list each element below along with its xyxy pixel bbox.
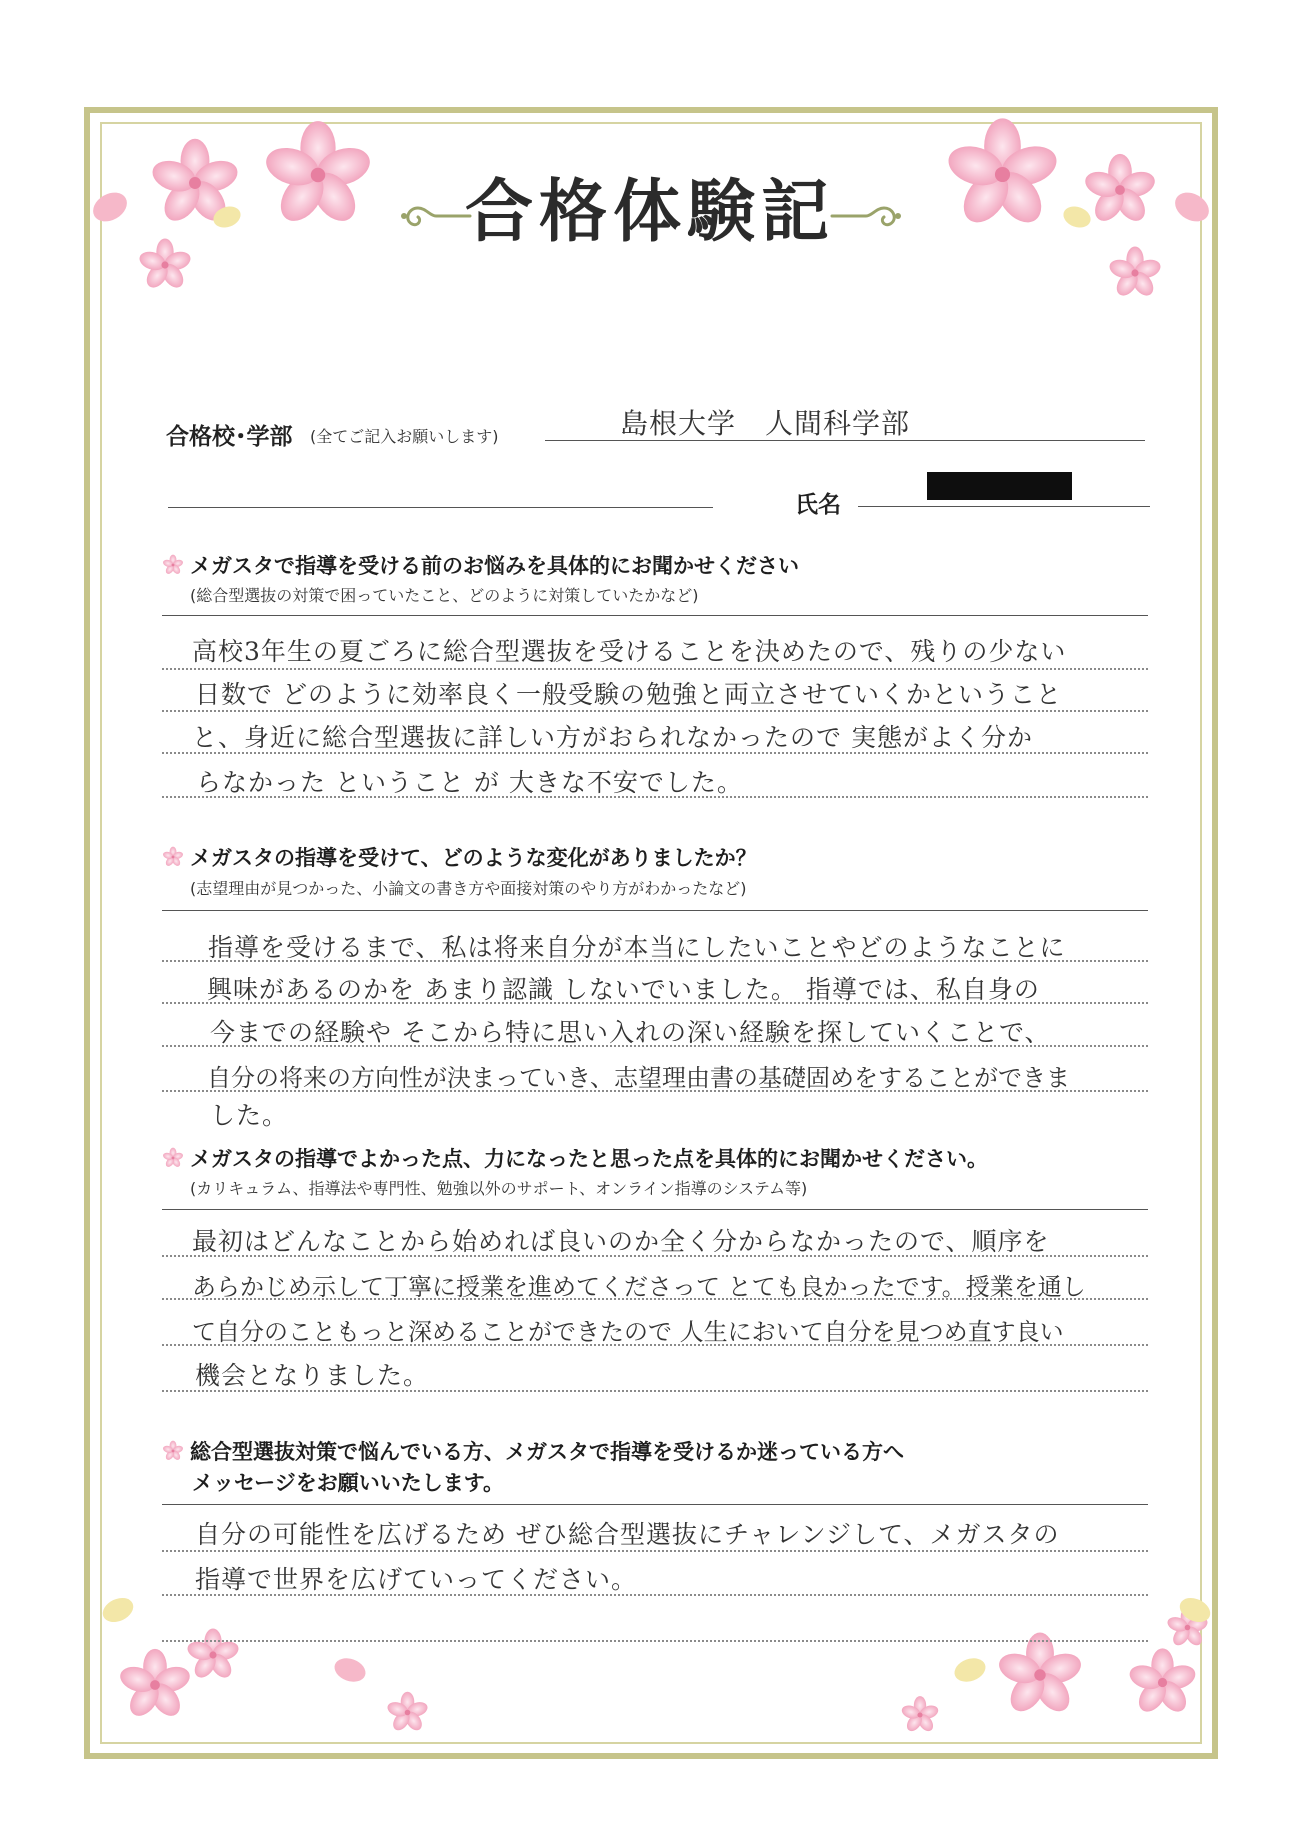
cherry-blossom-icon (895, 1690, 945, 1740)
petal-icon (330, 1650, 370, 1690)
section-1-subheading: (総合型選抜の対策で困っていたこと、どのように対策していたかなど) (190, 586, 699, 605)
section-3-rule (162, 1209, 1148, 1210)
section-4-line: 指導で世界を広げていってください。 (195, 1565, 638, 1594)
section-1-line: と、身近に総合型選抜に詳しい方がおられなかったので 実態がよく分か (192, 723, 1033, 752)
section-2-rule (162, 910, 1148, 911)
section-2-heading-text: メガスタの指導を受けて、どのような変化がありましたか？ (190, 846, 757, 870)
section-4-rule (162, 1504, 1148, 1505)
section-3-subheading: (カリキュラム、指導法や専門性、勉強以外のサポート、オンライン指導のシステム等) (190, 1179, 808, 1198)
dotted-rule (162, 1002, 1148, 1004)
section-3-heading (162, 1143, 988, 1173)
dotted-rule (162, 1344, 1148, 1346)
section-1-heading-text: メガスタで指導を受ける前のお悩みを具体的にお聞かせください (190, 554, 799, 578)
section-1-heading (162, 550, 799, 580)
page-title: 合格体験記 (464, 172, 835, 252)
section-4-line: 自分の可能性を広げるため ぜひ総合型選抜にチャレンジして、メガスタの (195, 1520, 1060, 1549)
section-3-heading-text: メガスタの指導でよかった点、力になったと思った点を具体的にお聞かせください。 (190, 1147, 988, 1171)
petal-icon (950, 1650, 990, 1690)
section-3-line: 機会となりました。 (195, 1361, 430, 1390)
name-label: 氏名 (795, 492, 841, 518)
name-redaction (927, 472, 1072, 500)
cherry-blossom-icon (178, 1620, 248, 1690)
dotted-rule (162, 1090, 1148, 1092)
dotted-rule (162, 1255, 1148, 1257)
section-4-heading (162, 1436, 904, 1466)
section-2-line: 今までの経験や そこから特に思い入れの深い経験を探していくことで、 (210, 1018, 1051, 1047)
section-2-line: 興味があるのかを あまり認識 しないでいました。 指導では、私自身の (207, 975, 1040, 1004)
school-underline (545, 440, 1145, 441)
section-2-line: した。 (210, 1101, 289, 1130)
dotted-rule (162, 1045, 1148, 1047)
cherry-blossom-icon (162, 554, 184, 576)
dotted-rule (162, 1298, 1148, 1300)
cherry-blossom-icon (162, 846, 184, 868)
flourish-left-icon (392, 198, 472, 234)
dotted-rule (162, 1640, 1148, 1642)
dotted-rule (162, 710, 1148, 712)
school-note: (全てご記入お願いします) (310, 427, 499, 446)
section-3-line: 最初はどんなことから始めれば良いのか全く分からなかったので、順序を (192, 1227, 1050, 1256)
flourish-right-icon (830, 198, 910, 234)
name-underline (858, 506, 1150, 507)
petal-icon (1175, 1590, 1215, 1630)
section-2-heading (162, 842, 757, 872)
section-2-line: 自分の将来の方向性が決まっていき、志望理由書の基礎固めをすることができま (207, 1064, 1071, 1092)
school-value: 島根大学 人間科学部 (620, 407, 911, 440)
petal-icon (98, 1590, 138, 1630)
section-4-heading-line2: メッセージをお願いいたします。 (192, 1471, 505, 1495)
section-3-line: あらかじめ示して丁寧に授業を進めてくださって とても良かったです。授業を通し (192, 1273, 1086, 1301)
section-1-line: らなかった ということ が 大きな不安でした。 (196, 768, 743, 797)
section-1-line: 高校3年生の夏ごろに総合型選抜を受けることを決めたので、残りの少ない (192, 637, 1067, 666)
section-2-subheading: (志望理由が見つかった、小論文の書き方や面接対策のやり方がわかったなど) (190, 879, 747, 898)
section-4-heading-text: 総合型選抜対策で悩んでいる方、メガスタで指導を受けるか迷っている方へ (190, 1440, 904, 1464)
dotted-rule (162, 668, 1148, 670)
dotted-rule (162, 796, 1148, 798)
dotted-rule (162, 1390, 1148, 1392)
dotted-rule (162, 1594, 1148, 1596)
cherry-blossom-icon (162, 1147, 184, 1169)
school-label: 合格校･学部 (166, 424, 293, 450)
cherry-blossom-icon (380, 1685, 435, 1740)
cherry-blossom-icon (162, 1440, 184, 1462)
section-1-line: 日数で どのように効率良く一般受験の勉強と両立させていくかということ (195, 680, 1062, 709)
section-1-rule (162, 615, 1148, 616)
section-3-line: て自分のこともっと深めることができたので 人生において自分を見つめ直す良い (192, 1318, 1064, 1346)
dotted-rule (162, 1550, 1148, 1552)
dotted-rule (162, 752, 1148, 754)
school-second-line (168, 507, 713, 508)
section-2-line: 指導を受けるまで、私は将来自分が本当にしたいことやどのようなことに (208, 933, 1066, 962)
dotted-rule (162, 960, 1148, 962)
